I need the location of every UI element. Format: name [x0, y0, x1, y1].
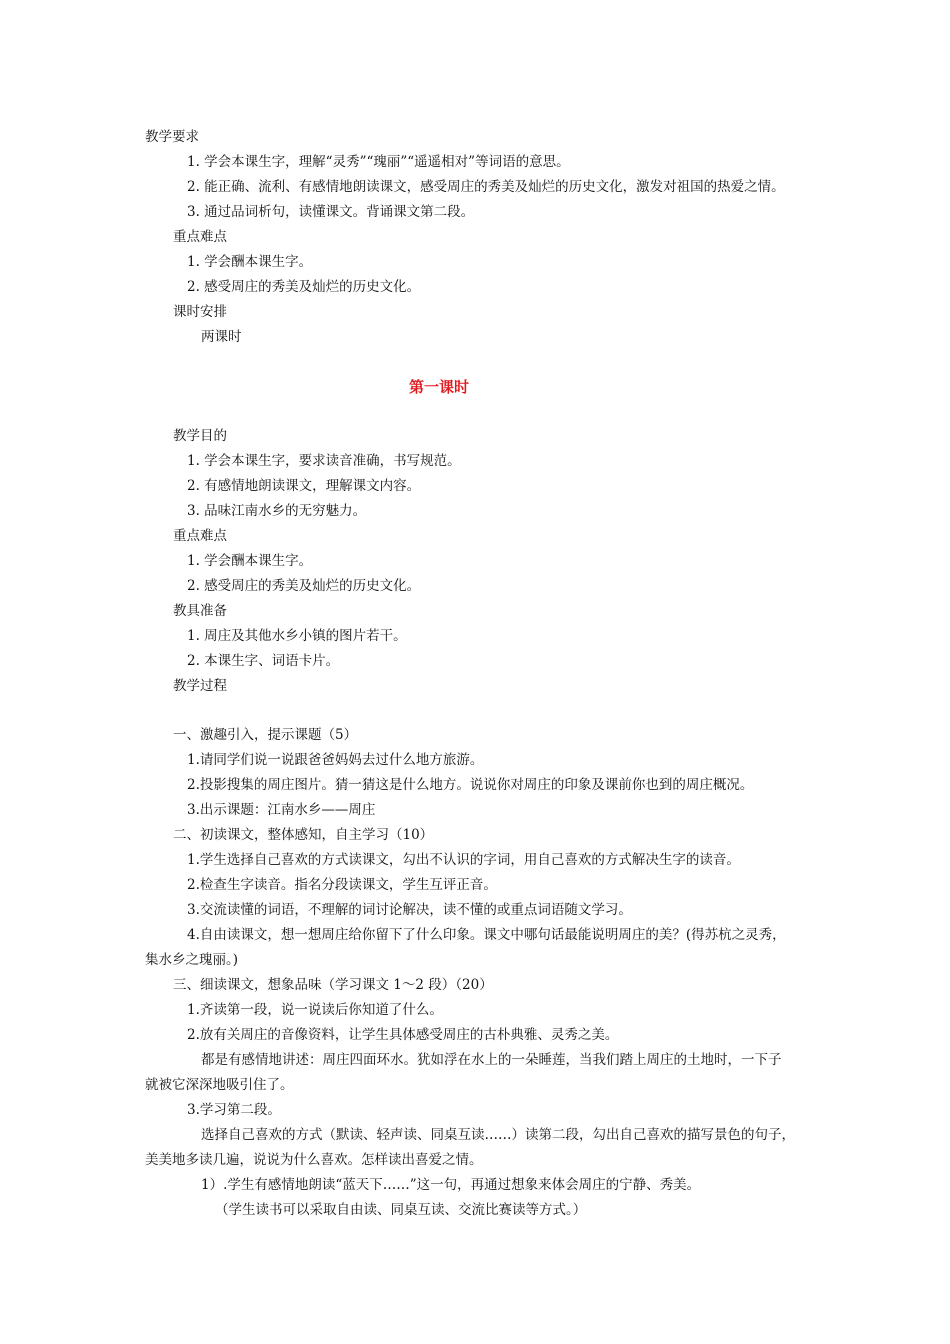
step3-paragraph-1-line-1: 都是有感情地讲述：周庄四面环水。犹如浮在水上的一朵睡莲，当我们踏上周庄的土地时，一下子: [201, 1052, 782, 1068]
teaching-aid-item-1: 1. 周庄及其他水乡小镇的图片若干。: [187, 628, 407, 644]
schedule-heading: 课时安排: [173, 304, 227, 320]
teaching-aid-item-2: 2. 本课生字、词语卡片。: [187, 653, 340, 669]
step3-paragraph-2-line-2: 美美地多读几遍，说说为什么喜欢。怎样读出喜爱之情。: [145, 1152, 483, 1168]
goal-item-2: 2. 有感情地朗读课文，理解课文内容。: [187, 478, 421, 494]
step2-item-4-line-2: 集水乡之瑰丽。): [145, 952, 239, 968]
step2-item-3: 3.交流读懂的词语，不理解的词讨论解决，读不懂的或重点词语随文学习。: [187, 902, 632, 918]
step3-item-2: 2.放有关周庄的音像资料，让学生具体感受周庄的古朴典雅、灵秀之美。: [187, 1027, 619, 1043]
step2-item-4-line-1: 4.自由读课文，想一想周庄给你留下了什么印象。课文中哪句话最能说明周庄的美？(得苏杭之灵秀，: [187, 927, 786, 943]
step3-paragraph-1-line-2: 就被它深深地吸引住了。: [145, 1077, 294, 1093]
key-points-heading-2: 重点难点: [173, 528, 227, 544]
key-point-item-2-1: 1. 学会酬本课生字。: [187, 553, 313, 569]
step3-heading: 三、细读课文，想象品味（学习课文 1～2 段）（20）: [173, 977, 493, 993]
step3-sub-item-1: 1）.学生有感情地朗读“蓝天下……”这一句，再通过想象来体会周庄的宁静、秀美。: [201, 1177, 701, 1193]
step1-item-2: 2.投影搜集的周庄图片。猜一猜这是什么地方。说说你对周庄的印象及课前你也到的周庄概况。: [187, 777, 754, 793]
teaching-goals-heading: 教学目的: [173, 428, 227, 444]
lesson-title: 第一课时: [408, 378, 469, 396]
goal-item-1: 1. 学会本课生字，要求读音准确，书写规范。: [187, 453, 461, 469]
step1-heading: 一、激趣引入，提示课题（5）: [173, 727, 358, 743]
schedule-value: 两课时: [201, 329, 242, 345]
step2-item-1: 1.学生选择自己喜欢的方式读课文，勾出不认识的字词，用自己喜欢的方式解决生字的读音。: [187, 852, 740, 868]
goal-item-3: 3. 品味江南水乡的无穷魅力。: [187, 503, 367, 519]
teaching-aids-heading: 教具准备: [173, 603, 227, 619]
step1-item-1: 1.请同学们说一说跟爸爸妈妈去过什么地方旅游。: [187, 752, 484, 768]
step3-item-1: 1.齐读第一段，说一说读后你知道了什么。: [187, 1002, 443, 1018]
step1-item-3: 3.出示课题：江南水乡——周庄: [187, 802, 376, 818]
requirement-item-3: 3. 通过品词析句，读懂课文。背诵课文第二段。: [187, 204, 475, 220]
step2-item-2: 2.检查生字读音。指名分段读课文，学生互评正音。: [187, 877, 497, 893]
requirement-item-2: 2. 能正确、流利、有感情地朗读课文，感受周庄的秀美及灿烂的历史文化，激发对祖国的热爱之情。: [187, 179, 785, 195]
key-point-item-2-2: 2. 感受周庄的秀美及灿烂的历史文化。: [187, 578, 421, 594]
step3-item-3: 3.学习第二段。: [187, 1102, 281, 1118]
teaching-process-heading: 教学过程: [173, 678, 227, 694]
step2-heading: 二、初读课文，整体感知，自主学习（10）: [173, 827, 434, 843]
teaching-requirements-heading: 教学要求: [145, 129, 199, 145]
key-point-item-1: 1. 学会酬本课生字。: [187, 254, 313, 270]
step3-paragraph-2-line-1: 选择自己喜欢的方式（默读、轻声读、同桌互读……）读第二段，勾出自己喜欢的描写景色的句子，: [201, 1127, 795, 1143]
key-point-item-2: 2. 感受周庄的秀美及灿烂的历史文化。: [187, 279, 421, 295]
key-points-heading: 重点难点: [173, 229, 227, 245]
requirement-item-1: 1. 学会本课生字，理解“灵秀”“瑰丽”“遥遥相对”等词语的意思。: [187, 154, 570, 170]
step3-note: （学生读书可以采取自由读、同桌互读、交流比赛读等方式。）: [215, 1202, 587, 1218]
